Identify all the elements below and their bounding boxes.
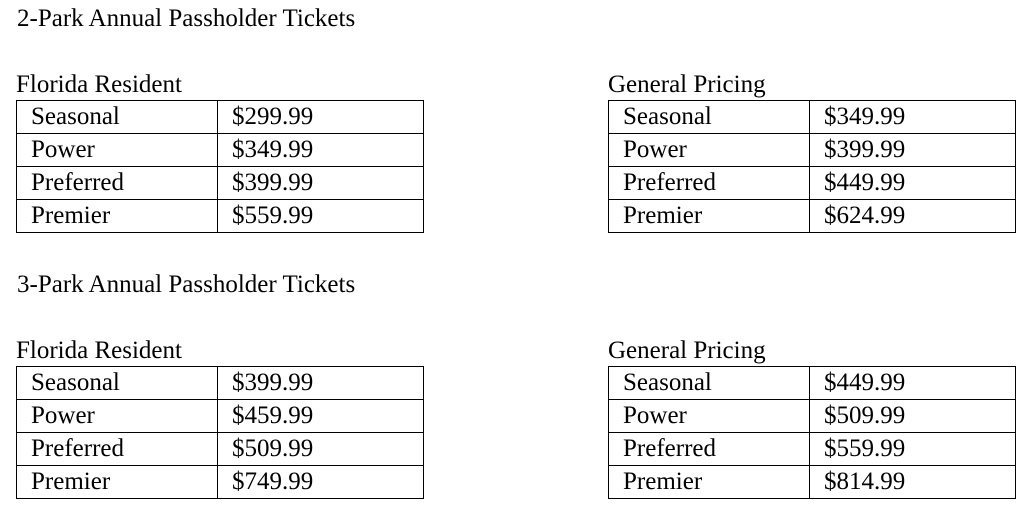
price-cell: $449.99: [810, 167, 1016, 200]
tier-cell: Preferred: [609, 433, 810, 466]
tier-cell: Premier: [17, 466, 218, 499]
group-label: Florida Resident: [16, 71, 182, 98]
table-row: [609, 134, 1016, 167]
group-label: General Pricing: [608, 337, 766, 364]
price-cell: $559.99: [218, 200, 424, 233]
tier-cell: Preferred: [17, 433, 218, 466]
section-title-3-park: 3-Park Annual Passholder Tickets: [17, 271, 356, 298]
tier-cell: Seasonal: [609, 367, 810, 400]
tier-cell: Premier: [17, 200, 218, 233]
price-table: [608, 100, 1016, 233]
table-row: [609, 200, 1016, 233]
tier-cell: Power: [17, 134, 218, 167]
tier-cell: Power: [609, 134, 810, 167]
section-title-2-park: 2-Park Annual Passholder Tickets: [17, 5, 356, 32]
price-cell: $349.99: [218, 134, 424, 167]
table-row: [17, 134, 424, 167]
price-table: [608, 366, 1016, 499]
price-cell: $349.99: [810, 101, 1016, 134]
price-block-3-park-florida-resident: [16, 336, 410, 499]
table-row: [609, 167, 1016, 200]
table-row: [17, 101, 424, 134]
table-row: [609, 101, 1016, 134]
price-cell: $399.99: [218, 367, 424, 400]
price-block-2-park-general-pricing: [608, 70, 1002, 233]
price-cell: $459.99: [218, 400, 424, 433]
tier-cell: Power: [609, 400, 810, 433]
price-cell: $814.99: [810, 466, 1016, 499]
price-cell: $559.99: [810, 433, 1016, 466]
tier-cell: Seasonal: [17, 101, 218, 134]
price-cell: $399.99: [810, 134, 1016, 167]
price-table: [16, 366, 424, 499]
table-row: [609, 367, 1016, 400]
group-label: Florida Resident: [16, 337, 182, 364]
table-row: [17, 200, 424, 233]
price-cell: $449.99: [810, 367, 1016, 400]
table-row: [17, 400, 424, 433]
price-cell: $299.99: [218, 101, 424, 134]
table-row: [609, 400, 1016, 433]
price-block-3-park-general-pricing: [608, 336, 1002, 499]
table-row: [609, 466, 1016, 499]
tier-cell: Seasonal: [609, 101, 810, 134]
table-row: [609, 433, 1016, 466]
price-block-2-park-florida-resident: [16, 70, 410, 233]
tier-cell: Premier: [609, 200, 810, 233]
tier-cell: Power: [17, 400, 218, 433]
price-cell: $509.99: [810, 400, 1016, 433]
table-row: [17, 167, 424, 200]
table-row: [17, 433, 424, 466]
price-cell: $624.99: [810, 200, 1016, 233]
tier-cell: Preferred: [609, 167, 810, 200]
table-row: [17, 367, 424, 400]
table-row: [17, 466, 424, 499]
tier-cell: Preferred: [17, 167, 218, 200]
price-cell: $399.99: [218, 167, 424, 200]
price-cell: $509.99: [218, 433, 424, 466]
price-cell: $749.99: [218, 466, 424, 499]
group-label: General Pricing: [608, 71, 766, 98]
tier-cell: Premier: [609, 466, 810, 499]
price-table: [16, 100, 424, 233]
tier-cell: Seasonal: [17, 367, 218, 400]
